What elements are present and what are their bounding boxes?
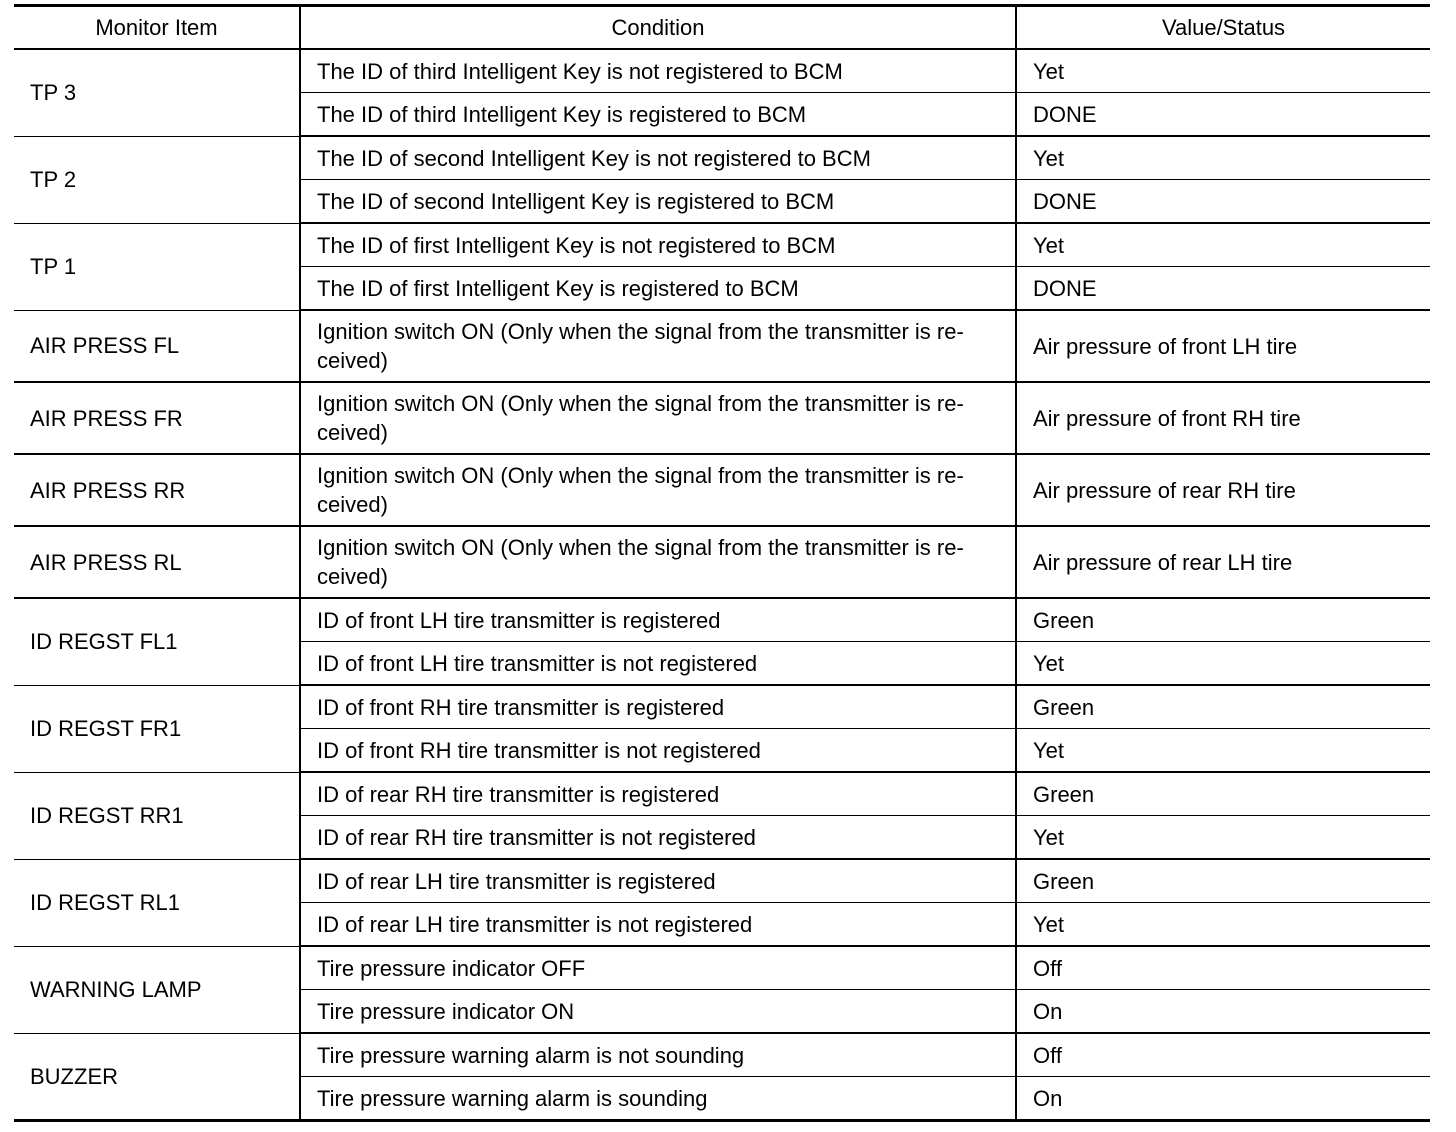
table-row (14, 526, 1430, 598)
condition-cell: The ID of first Intelligent Key is not registered to BCM (300, 223, 1016, 267)
value-status-cell: Green (1016, 598, 1430, 642)
monitor-item-cell: AIR PRESS FR (14, 382, 300, 454)
value-status-cell: Green (1016, 772, 1430, 816)
monitor-item-cell: TP 2 (14, 136, 300, 223)
table-row (14, 1033, 1430, 1077)
condition-cell: ID of rear LH tire transmitter is not registered (300, 903, 1016, 947)
value-status-cell: Off (1016, 1033, 1430, 1077)
table-row (14, 454, 1430, 526)
value-status-cell: On (1016, 1077, 1430, 1121)
value-status-cell: DONE (1016, 93, 1430, 137)
header-value-status: Value/Status (1016, 6, 1430, 50)
table-row (14, 598, 1430, 642)
table-row (14, 310, 1430, 382)
header-condition: Condition (300, 6, 1016, 50)
value-status-cell: Air pressure of rear LH tire (1016, 526, 1430, 598)
monitor-item-cell: ID REGST RL1 (14, 859, 300, 946)
condition-cell: Ignition switch ON (Only when the signal from the transmitter is re-ceived) (300, 310, 1016, 382)
monitor-item-cell: AIR PRESS RR (14, 454, 300, 526)
monitor-item-cell: TP 1 (14, 223, 300, 310)
condition-cell: ID of front RH tire transmitter is not registered (300, 729, 1016, 773)
condition-cell: Tire pressure warning alarm is sounding (300, 1077, 1016, 1121)
table-row (14, 946, 1430, 990)
condition-cell: ID of rear RH tire transmitter is not registered (300, 816, 1016, 860)
value-status-cell: On (1016, 990, 1430, 1034)
table-row (14, 136, 1430, 180)
monitor-table-container (14, 4, 1430, 1122)
condition-cell: Ignition switch ON (Only when the signal from the transmitter is re-ceived) (300, 526, 1016, 598)
table-row (14, 859, 1430, 903)
table-row (14, 382, 1430, 454)
value-status-cell: Yet (1016, 816, 1430, 860)
value-status-cell: Yet (1016, 136, 1430, 180)
condition-cell: Ignition switch ON (Only when the signal from the transmitter is re-ceived) (300, 454, 1016, 526)
value-status-cell: Yet (1016, 729, 1430, 773)
value-status-cell: Off (1016, 946, 1430, 990)
monitor-item-cell: BUZZER (14, 1033, 300, 1121)
value-status-cell: Green (1016, 859, 1430, 903)
monitor-table (14, 4, 1430, 1122)
table-row (14, 772, 1430, 816)
header-monitor-item: Monitor Item (14, 6, 300, 50)
monitor-item-cell: AIR PRESS RL (14, 526, 300, 598)
value-status-cell: Air pressure of front RH tire (1016, 382, 1430, 454)
condition-cell: Tire pressure indicator OFF (300, 946, 1016, 990)
condition-cell: The ID of first Intelligent Key is registered to BCM (300, 267, 1016, 311)
condition-cell: Ignition switch ON (Only when the signal from the transmitter is re-ceived) (300, 382, 1016, 454)
condition-cell: Tire pressure warning alarm is not sounding (300, 1033, 1016, 1077)
condition-cell: The ID of third Intelligent Key is not registered to BCM (300, 49, 1016, 93)
condition-cell: Tire pressure indicator ON (300, 990, 1016, 1034)
value-status-cell: Yet (1016, 903, 1430, 947)
table-header-row (14, 6, 1430, 50)
value-status-cell: Yet (1016, 223, 1430, 267)
condition-cell: ID of rear LH tire transmitter is registered (300, 859, 1016, 903)
value-status-cell: Green (1016, 685, 1430, 729)
monitor-item-cell: WARNING LAMP (14, 946, 300, 1033)
value-status-cell: Air pressure of rear RH tire (1016, 454, 1430, 526)
table-row (14, 223, 1430, 267)
value-status-cell: Yet (1016, 49, 1430, 93)
condition-cell: ID of front RH tire transmitter is registered (300, 685, 1016, 729)
monitor-item-cell: ID REGST RR1 (14, 772, 300, 859)
condition-cell: The ID of second Intelligent Key is registered to BCM (300, 180, 1016, 224)
value-status-cell: Air pressure of front LH tire (1016, 310, 1430, 382)
value-status-cell: DONE (1016, 180, 1430, 224)
value-status-cell: DONE (1016, 267, 1430, 311)
condition-cell: ID of rear RH tire transmitter is registered (300, 772, 1016, 816)
monitor-item-cell: TP 3 (14, 49, 300, 136)
table-row (14, 49, 1430, 93)
table-row (14, 685, 1430, 729)
monitor-item-cell: ID REGST FR1 (14, 685, 300, 772)
value-status-cell: Yet (1016, 642, 1430, 686)
condition-cell: The ID of third Intelligent Key is registered to BCM (300, 93, 1016, 137)
condition-cell: ID of front LH tire transmitter is registered (300, 598, 1016, 642)
monitor-item-cell: ID REGST FL1 (14, 598, 300, 685)
monitor-item-cell: AIR PRESS FL (14, 310, 300, 382)
condition-cell: ID of front LH tire transmitter is not registered (300, 642, 1016, 686)
condition-cell: The ID of second Intelligent Key is not registered to BCM (300, 136, 1016, 180)
table-body (14, 49, 1430, 1121)
